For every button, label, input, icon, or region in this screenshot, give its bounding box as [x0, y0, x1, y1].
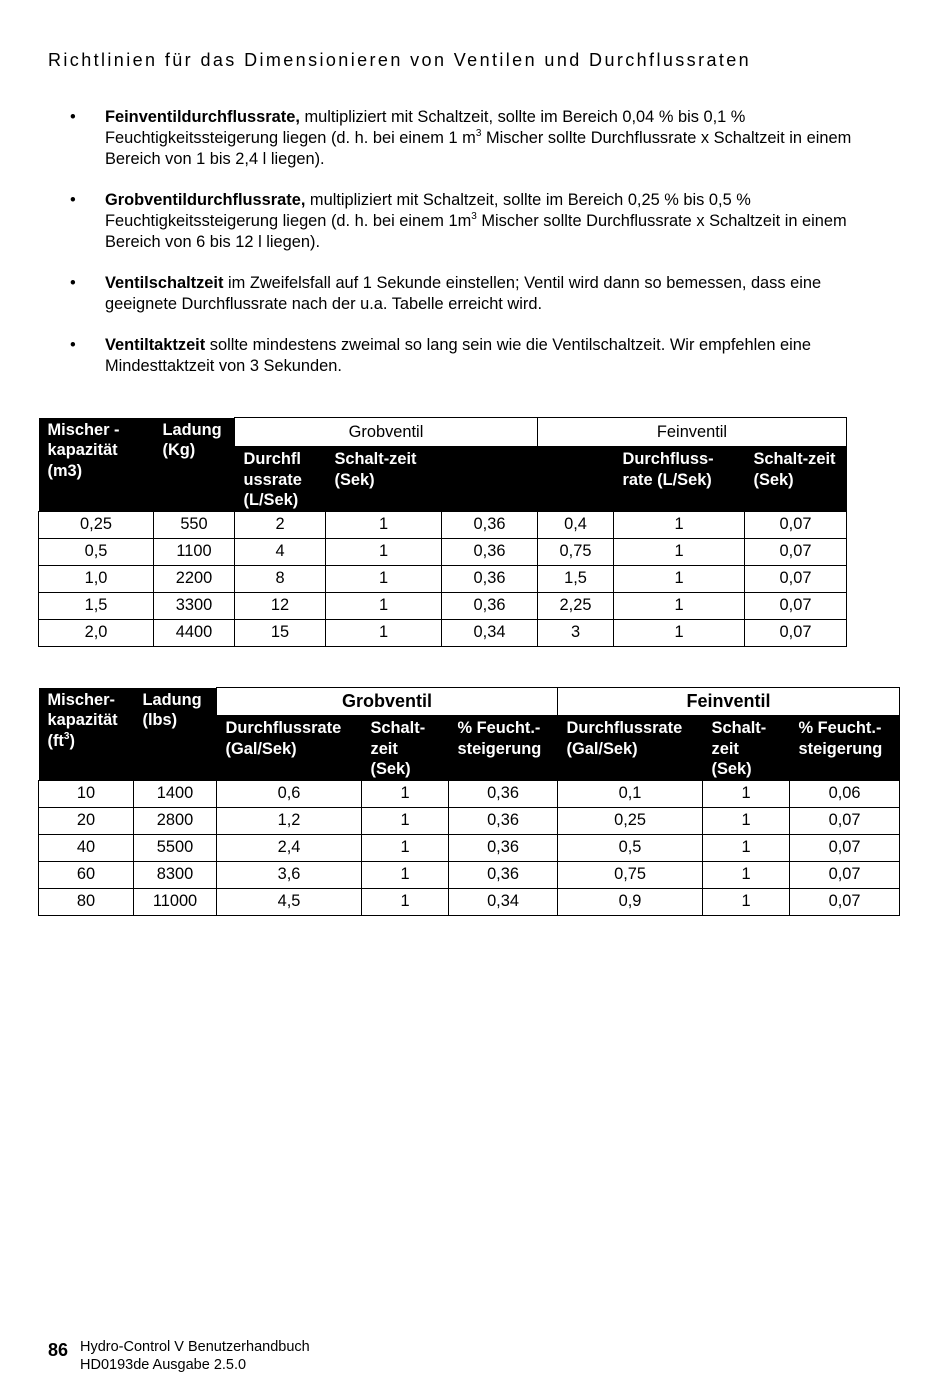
table-cell: 1: [362, 861, 449, 888]
table-cell: 1: [362, 780, 449, 807]
table-row: [39, 888, 900, 915]
table-cell: 1,0: [39, 565, 154, 592]
table-cell: 1: [326, 538, 442, 565]
table-cell: 0,36: [442, 592, 538, 619]
table-cell: 8300: [134, 861, 217, 888]
table-cell: 1: [614, 511, 745, 538]
bullet-icon: •: [70, 108, 76, 126]
superscript: 3: [471, 211, 477, 222]
table-cell: 1: [362, 807, 449, 834]
table-cell: 1: [326, 619, 442, 646]
group-header-feinventil: Feinventil: [558, 688, 900, 716]
table-cell: 0,36: [449, 807, 558, 834]
superscript: 3: [63, 730, 70, 742]
table-cell: 1: [362, 888, 449, 915]
table-cell: 0,07: [745, 511, 847, 538]
guideline-text: multipliziert mit Schaltzeit, sollte im Bereich 0,04 % bis 0,1 % Feuchtigkeitssteigerung liegen (d. h. bei einem 1 m: [105, 108, 746, 147]
col-header-fein-blank: [538, 447, 614, 512]
table-cell: 1,5: [39, 592, 154, 619]
table-cell: 0,06: [790, 780, 900, 807]
table-cell: 0,07: [745, 592, 847, 619]
table-cell: 0,36: [442, 511, 538, 538]
table-cell: 2,4: [217, 834, 362, 861]
guideline-item: [68, 190, 868, 253]
table-cell: 12: [235, 592, 326, 619]
table-cell: 0,1: [558, 780, 703, 807]
col-header-fein-rate: Durchflussrate (Gal/Sek): [558, 716, 703, 781]
table-cell: 1100: [154, 538, 235, 565]
guideline-term: Ventiltaktzeit: [105, 336, 206, 354]
col-header-grob-zeit: Schalt-zeit (Sek): [326, 447, 442, 512]
table-cell: 0,25: [39, 511, 154, 538]
table-cell: 0,36: [449, 861, 558, 888]
table-cell: 1: [703, 888, 790, 915]
table-cell: 2: [235, 511, 326, 538]
table-cell: 4: [235, 538, 326, 565]
col-header-grob-rate: Durchfl ussrate (L/Sek): [235, 447, 326, 512]
guideline-text-cont: Mischer sollte Durchflussrate x Schaltzeit in einem Bereich von 6 bis 12 l liegen).: [105, 212, 847, 251]
table-cell: 20: [39, 807, 134, 834]
bullet-icon: •: [70, 191, 76, 209]
guideline-term: Feinventildurchflussrate,: [105, 108, 300, 126]
table-cell: 1: [326, 565, 442, 592]
col-header-fein-zeit: Schalt-zeit (Sek): [745, 447, 847, 512]
group-header-feinventil: Feinventil: [538, 418, 847, 447]
table-cell: 0,07: [745, 619, 847, 646]
table-cell: 0,36: [442, 538, 538, 565]
col-header-mischer-label: Mischer-kapazität: [47, 690, 118, 729]
col-header-mischer-unit-close: ): [69, 731, 75, 750]
guideline-item: [68, 273, 868, 315]
table-cell: 8: [235, 565, 326, 592]
table-cell: 3,6: [217, 861, 362, 888]
table-cell: 80: [39, 888, 134, 915]
footer-text: [80, 1338, 310, 1374]
group-header-grobventil: Grobventil: [217, 688, 558, 716]
table-cell: 1: [703, 807, 790, 834]
table-cell: 1: [614, 565, 745, 592]
table-cell: 10: [39, 780, 134, 807]
table-cell: 4400: [154, 619, 235, 646]
guideline-text-cont: Mischer sollte Durchflussrate x Schaltzeit in einem Bereich von 1 bis 2,4 l liegen).: [105, 129, 852, 168]
table-cell: 1: [703, 780, 790, 807]
table-cell: 3: [538, 619, 614, 646]
table-cell: 2,0: [39, 619, 154, 646]
table-cell: 0,36: [442, 565, 538, 592]
guideline-term: Ventilschaltzeit: [105, 274, 224, 292]
table-cell: 0,36: [449, 834, 558, 861]
table-row: [39, 538, 847, 565]
table-cell: 1: [703, 834, 790, 861]
table-cell: 11000: [134, 888, 217, 915]
table-cell: 2800: [134, 807, 217, 834]
table-cell: 2,25: [538, 592, 614, 619]
col-header-fein-feucht: % Feucht.-steigerung: [790, 716, 900, 781]
table-cell: 0,25: [558, 807, 703, 834]
bullet-icon: •: [70, 336, 76, 354]
valve-table-metric: [38, 417, 847, 647]
table-cell: 0,34: [449, 888, 558, 915]
table-cell: 1,5: [538, 565, 614, 592]
col-header-fein-rate: Durchfluss-rate (L/Sek): [614, 447, 745, 512]
col-header-ladung: Ladung (lbs): [134, 688, 217, 781]
guideline-item: [68, 107, 868, 170]
table-cell: 0,07: [745, 538, 847, 565]
table-cell: 0,07: [790, 888, 900, 915]
table-cell: 1: [326, 592, 442, 619]
table-cell: 15: [235, 619, 326, 646]
table-cell: 0,5: [558, 834, 703, 861]
col-header-grob-feucht: % Feucht.-steigerung: [449, 716, 558, 781]
page-heading: Richtlinien für das Dimensionieren von Ventilen und Durchflussraten: [48, 50, 752, 70]
guideline-list: [68, 107, 868, 397]
table-row: [39, 861, 900, 888]
col-header-mischer-unit: (ft: [47, 731, 64, 750]
table-cell: 0,5: [39, 538, 154, 565]
table-cell: 60: [39, 861, 134, 888]
col-header-grob-blank: [442, 447, 538, 512]
table-cell: 0,07: [790, 807, 900, 834]
table-row: [39, 807, 900, 834]
table-cell: 1: [703, 861, 790, 888]
table-cell: 1: [362, 834, 449, 861]
table-cell: 0,75: [558, 861, 703, 888]
table-cell: 0,6: [217, 780, 362, 807]
guideline-term: Grobventildurchflussrate,: [105, 191, 306, 209]
table-cell: 3300: [154, 592, 235, 619]
footer-edition: HD0193de Ausgabe 2.5.0: [80, 1357, 247, 1373]
guideline-text: im Zweifelsfall auf 1 Sekunde einstellen; Ventil wird dann so bemessen, dass eine geeignete Durchflussrate nach der u.a. Tabelle erreicht wird.: [105, 274, 822, 313]
col-header-mischer: Mischer - kapazität (m3): [39, 418, 154, 512]
table-cell: 1400: [134, 780, 217, 807]
page-number: 86: [48, 1340, 69, 1360]
table-cell: 1: [326, 511, 442, 538]
table-cell: 0,07: [745, 565, 847, 592]
guideline-text: sollte mindestens zweimal so lang sein wie die Ventilschaltzeit. Wir empfehlen eine Mindesttaktzeit von 3 Sekunden.: [105, 336, 812, 375]
col-header-grob-zeit: Schalt-zeit (Sek): [362, 716, 449, 781]
table-row: [39, 619, 847, 646]
table-cell: 0,07: [790, 861, 900, 888]
col-header-mischer: [39, 688, 134, 781]
col-header-fein-zeit: Schalt-zeit (Sek): [703, 716, 790, 781]
table-cell: 0,75: [538, 538, 614, 565]
table-cell: 1: [614, 538, 745, 565]
table-cell: 550: [154, 511, 235, 538]
table-row: [39, 511, 847, 538]
table-cell: 2200: [154, 565, 235, 592]
table-cell: 0,34: [442, 619, 538, 646]
table-cell: 4,5: [217, 888, 362, 915]
valve-table-imperial: [38, 687, 900, 916]
table-cell: 1: [614, 619, 745, 646]
table-row: [39, 592, 847, 619]
table-cell: 0,36: [449, 780, 558, 807]
superscript: 3: [475, 128, 482, 139]
table-cell: 40: [39, 834, 134, 861]
table-cell: 0,9: [558, 888, 703, 915]
table-cell: 5500: [134, 834, 217, 861]
table-cell: 0,07: [790, 834, 900, 861]
bullet-icon: •: [70, 274, 76, 292]
footer-manual-title: Hydro-Control V Benutzerhandbuch: [80, 1339, 310, 1355]
table-cell: 1,2: [217, 807, 362, 834]
table-row: [39, 565, 847, 592]
table-cell: 1: [614, 592, 745, 619]
col-header-ladung: Ladung (Kg): [154, 418, 235, 512]
table-row: [39, 780, 900, 807]
table-cell: 0,4: [538, 511, 614, 538]
table-row: [39, 834, 900, 861]
group-header-grobventil: Grobventil: [235, 418, 538, 447]
guideline-item: [68, 335, 868, 377]
guideline-text: multipliziert mit Schaltzeit, sollte im Bereich 0,25 % bis 0,5 % Feuchtigkeitssteigerung liegen (d. h. bei einem 1m: [105, 191, 751, 230]
col-header-grob-rate: Durchflussrate (Gal/Sek): [217, 716, 362, 781]
